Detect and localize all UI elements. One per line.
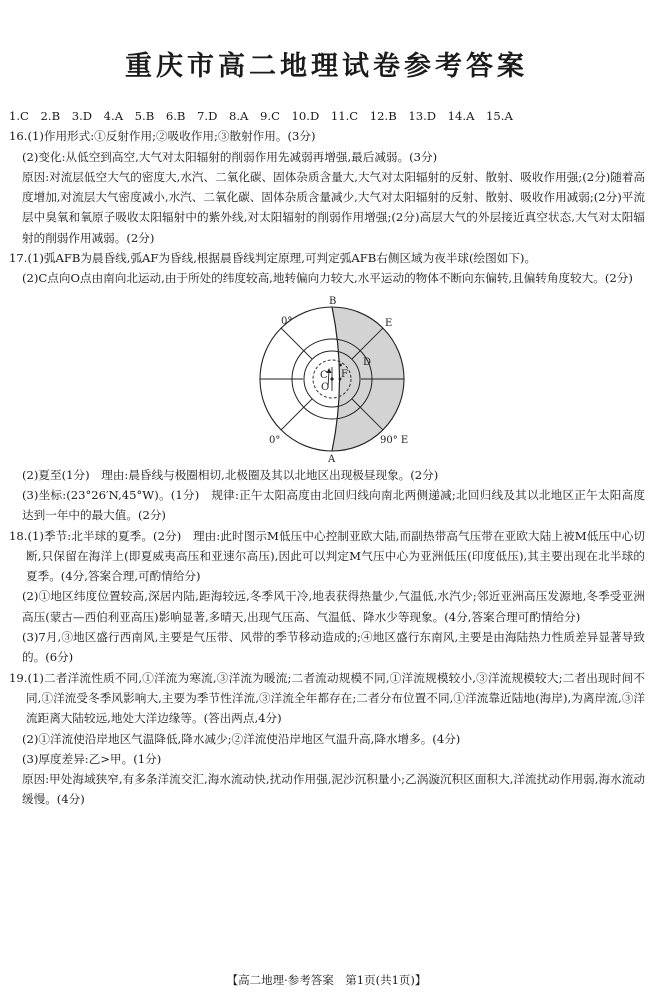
document-title: 重庆市高二地理试卷参考答案 [125, 51, 528, 82]
page-footer: 【高二地理·参考答案 第1页(共1页)】 [226, 973, 427, 987]
label-a: A [328, 453, 336, 465]
q17-part3: (3)坐标:(23°26′N,45°W)。(1分) 规律:正午太阳高度由北回归线向南北两侧递减;北回归线及其以北地区正午太阳高度达到一年中的最大值。(2分) [22, 487, 645, 523]
earth-illumination-figure [9, 289, 645, 465]
q16-part1: 16.(1)作用形式:①反射作用;②吸收作用;③散射作用。(3分) [9, 129, 316, 144]
meridian-line [281, 328, 312, 359]
q16-reason: 原因:对流层低空大气的密度大,水汽、二氧化碳、固体杂质含量大,大气对太阳辐射的反射、散射、吸收作用强;(2分)随着高度增加,对流层大气密度减小,水汽、二氧化碳、固体杂质含量减少,大气对太阳辐射的反射、散射、吸收作用减弱;(2分)平流层中臭氧和氧原子吸收太阳辐射中的紫外线,对太阳辐射的削弱作用增强;(2分)高层大气的外层接近真空状态,大气对太阳辐射的削弱作用减弱。(2分) [22, 169, 646, 245]
q19-reason: 原因:甲处海域狭窄,有多条洋流交汇,海水流动快,扰动作用强,泥沙沉积量小;乙涡漩沉积区面积大,洋流扰动作用弱,海水流动缓慢。(4分) [22, 772, 645, 807]
label-o: O [321, 381, 330, 393]
label-e: E [385, 317, 393, 329]
q17-part2: (2)夏至(1分) 理由:晨昏线与极圈相切,北极圈及其以北地区出现极昼现象。(2分) [22, 467, 439, 482]
q18-part3: (3)7月,③地区盛行西南风,主要是气压带、风带的季节移动造成的;④地区盛行东南风,主要是由海陆热力性质差异显著导致的。(6分) [22, 630, 645, 665]
q17-part1: 17.(1)弧AFB为晨昏线,弧AF为昏线,根据晨昏线判定原理,可判定弧AFB右侧区域为夜半球(绘图如下)。 [9, 251, 537, 266]
label-d: D [363, 356, 372, 368]
lon-label-bottom-right: 90° E [380, 434, 409, 446]
q16-part2: (2)变化:从低空到高空,大气对太阳辐射的削弱作用先减弱再增强,最后减弱。(3分) [22, 149, 438, 164]
lon-label-bottom-left: 0° [269, 434, 281, 446]
q18-part2: (2)①地区纬度位置较高,深居内陆,距海较远,冬季风干冷,地表获得热量少,气温低,水汽少;邻近亚洲高压发源地,冬季受亚洲高压(蒙古—西伯利亚高压)影响显著,多晴天,出现气压高、气温低、降水少等现象。(4分,答案合理可酌情给分) [22, 589, 645, 624]
q19-part3: (3)厚度差异:乙>甲。(1分) [22, 751, 162, 766]
q19-part1: 19.(1)二者洋流性质不同,①洋流为寒流,③洋流为暖流;二者流动规模不同,①洋流规模较小,③洋流规模较大;二者出现时间不同,①洋流受冬季风影响大,主要为季节性洋流,③洋流全年都存在;二者分布位置不同,①洋流靠近陆地(海岸),为离岸流,③洋流距离大陆较远,地处大洋边缘等。(答出两点,4分) [9, 670, 645, 726]
meridian-line [281, 399, 312, 430]
mc-answers: 1.C 2.B 3.D 4.A 5.B 6.B 7.D 8.A 9.C 10.D 11.C 12.B 13.D 14.A 15.A [9, 109, 513, 123]
answer-body [9, 106, 645, 810]
polar-view-diagram [255, 293, 415, 465]
label-f: F [341, 368, 348, 380]
q18-part1: 18.(1)季节:北半球的夏季。(2分) 理由:此时图示M低压中心控制亚欧大陆,而副热带高气压带在亚欧大陆上被M低压中心切断,只保留在海洋上(即夏威夷高压和亚速尔高压),因此可以判定M气压中心为亚洲低压(印度低压),其主要出现在北半球的夏季。(4分,答案合理,可酌情给分) [9, 528, 645, 584]
label-b: B [329, 295, 337, 307]
lon-label-top-left: 0° [281, 315, 293, 327]
point-d [339, 363, 342, 366]
label-c: C [320, 369, 328, 381]
point-o [330, 377, 333, 380]
q17-part1-2: (2)C点向O点由南向北运动,由于所处的纬度较高,地转偏向力较大,水平运动的物体不断向东偏转,且偏转角度较大。(2分) [22, 271, 633, 286]
q19-part2: (2)①洋流使沿岸地区气温降低,降水减少;②洋流使沿岸地区气温升高,降水增多。(4分) [22, 731, 461, 746]
